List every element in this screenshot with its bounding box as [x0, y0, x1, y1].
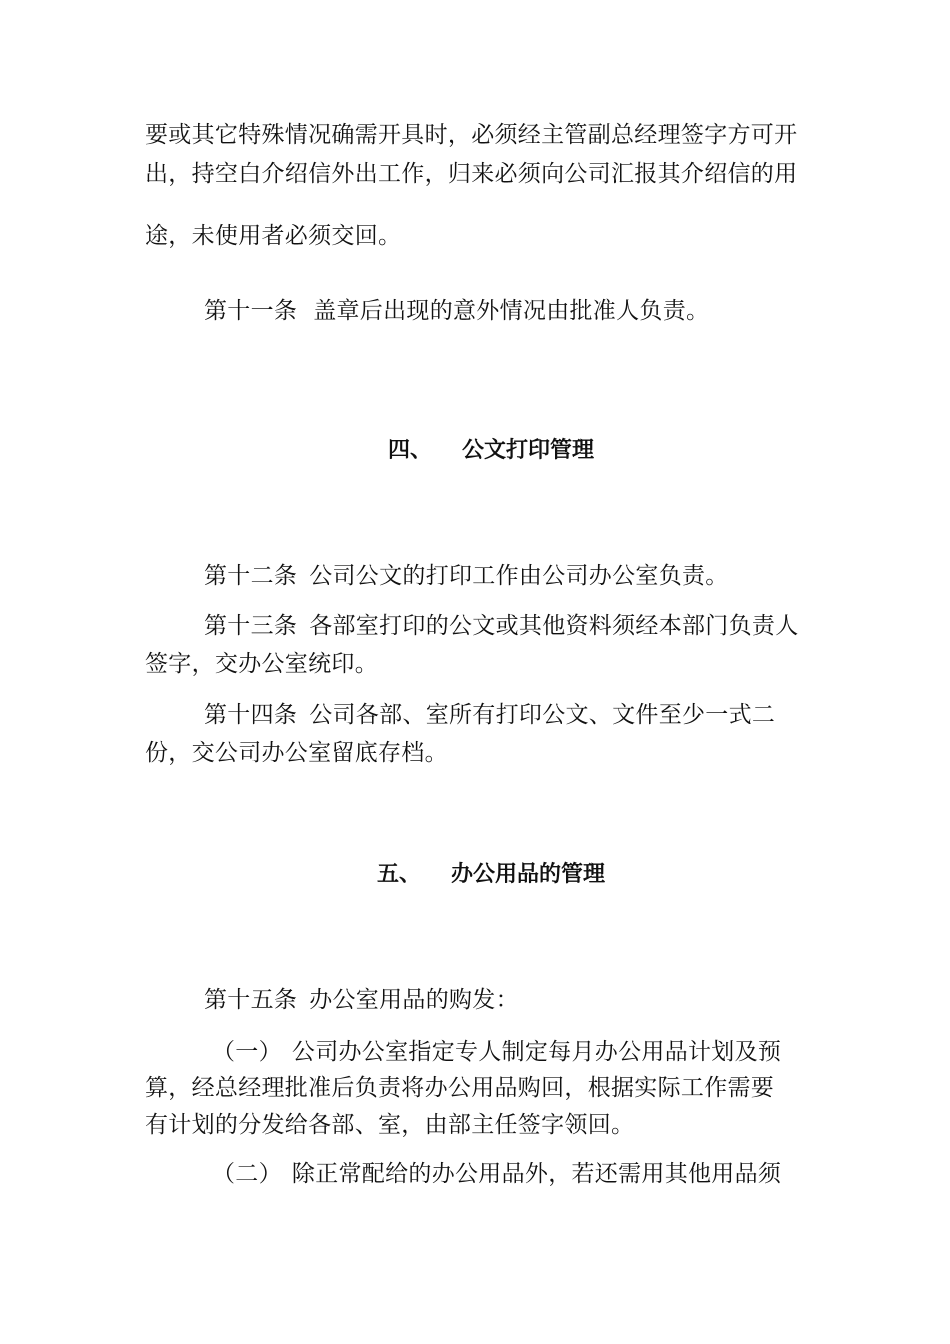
- article-13: [204, 611, 799, 641]
- item-label: （二）: [212, 1161, 282, 1187]
- article-text: 盖章后出现的意外情况由批准人负责。: [313, 298, 710, 324]
- article-label: 第十一条: [204, 298, 298, 324]
- article-text: 办公室用品的购发：: [309, 987, 519, 1013]
- item-text: 除正常配给的办公用品外，若还需用其他用品须: [291, 1161, 782, 1187]
- paragraph-line: 有计划的分发给各部、室，由部主任签字领回。: [145, 1112, 635, 1138]
- article-14: [204, 700, 775, 730]
- heading-number: 四、: [388, 438, 433, 463]
- paragraph-line: 途，未使用者必须交回。: [145, 223, 402, 249]
- article-12: [204, 561, 729, 591]
- article-label: 第十三条: [204, 613, 298, 639]
- paragraph-line: 出，持空白介绍信外出工作，归来必须向公司汇报其介绍信的用: [145, 161, 798, 187]
- heading-title: 公文打印管理: [462, 438, 595, 463]
- heading-title: 办公用品的管理: [451, 862, 606, 887]
- article-label: 第十二条: [204, 563, 298, 589]
- article-11: [204, 296, 709, 326]
- article-label: 第十四条: [204, 702, 298, 728]
- item-label: （一）: [212, 1039, 282, 1065]
- paragraph-line: 算，经总经理批准后负责将办公用品购回，根据实际工作需要: [145, 1075, 775, 1101]
- article-15: [204, 985, 519, 1015]
- paragraph-line: 份，交公司办公室留底存档。: [145, 740, 448, 766]
- section-heading-5: [377, 860, 605, 890]
- paragraph-line: 签字，交办公室统印。: [145, 651, 378, 677]
- section-heading-4: [388, 436, 594, 466]
- paragraph-line: 要或其它特殊情况确需开具时，必须经主管副总经理签字方可开: [145, 122, 798, 148]
- article-text: 公司各部、室所有打印公文、文件至少一式二: [309, 702, 776, 728]
- article-label: 第十五条: [204, 987, 298, 1013]
- heading-number: 五、: [377, 862, 422, 887]
- article-text: 各部室打印的公文或其他资料须经本部门负责人: [309, 613, 799, 639]
- article-text: 公司公文的打印工作由公司办公室负责。: [309, 563, 729, 589]
- item-2: [212, 1159, 781, 1189]
- item-text: 公司办公室指定专人制定每月办公用品计划及预: [291, 1039, 782, 1065]
- item-1: [212, 1037, 781, 1067]
